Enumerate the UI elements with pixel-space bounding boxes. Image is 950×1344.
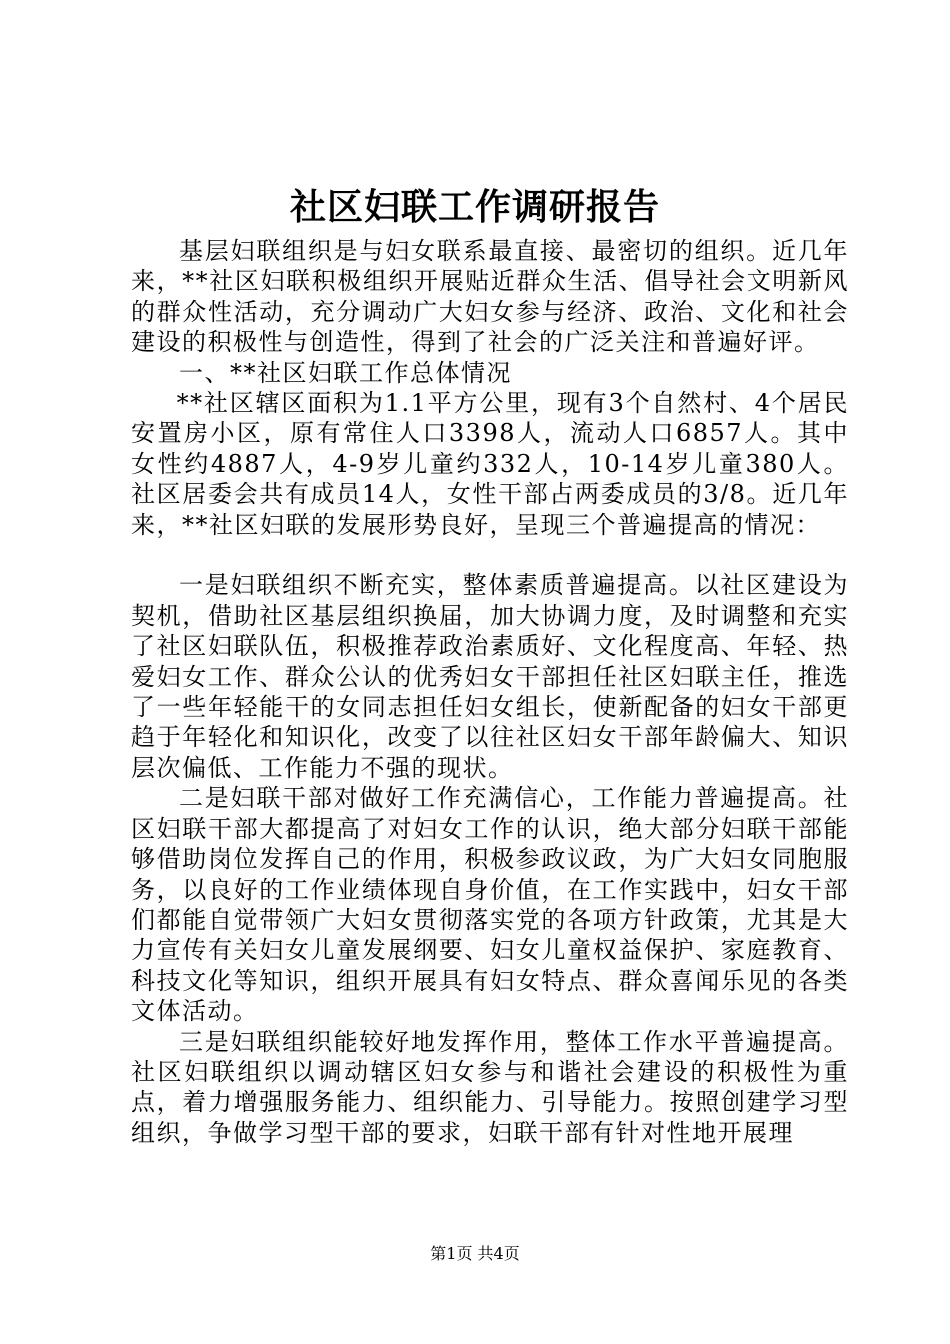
document-title: 社区妇联工作调研报告 [289,186,660,228]
point-two-paragraph: 二是妇联干部对做好工作充满信心，工作能力普遍提高。社区妇联干部大都提高了对妇女工作的认识，绝大部分妇联干部能够借助岗位发挥自己的作用，积极参政议政，为广大妇女同胞服务，以良好的工作业绩体现自身价值，在工作实践中，妇女干部们都能自觉带领广大妇女贯彻落实党的各项方针政策，尤其是大力宣传有关妇女儿童发展纲要、妇女儿童权益保护、家庭教育、科技文化等知识，组织开展具有妇女特点、群众喜闻乐见的各类文体活动。 [131,784,849,1026]
intro-paragraph: 基层妇联组织是与妇女联系最直接、最密切的组织。近几年来，**社区妇联积极组织开展贴近群众生活、倡导社会文明新风的群众性活动，充分调动广大妇女参与经济、政治、文化和社会建设的积极性与创造性，得到了社会的广泛关注和普遍好评。 [131,237,849,357]
paragraph-spacer [131,540,849,570]
document-body [131,236,849,1148]
point-three-paragraph: 三是妇联组织能较好地发挥作用，整体工作水平普遍提高。社区妇联组织以调动辖区妇女参与和谐社会建设的积极性为重点，着力增强服务能力、组织能力、引导能力。按照创建学习型组织，争做学习型干部的要求，妇联干部有针对性地开展理 [131,1027,849,1147]
point-one-paragraph: 一是妇联组织不断充实，整体素质普遍提高。以社区建设为契机，借助社区基层组织换届，加大协调力度，及时调整和充实了社区妇联队伍，积极推荐政治素质好、文化程度高、年轻、热爱妇女工作、群众公认的优秀妇女干部担任社区妇联主任，推选了一些年轻能干的女同志担任妇女组长，使新配备的妇女干部更趋于年轻化和知识化，改变了以往社区妇女干部年龄偏大、知识层次偏低、工作能力不强的现状。 [131,571,849,782]
page-number-footer: 第1页 共4页 [430,1244,520,1263]
overview-paragraph: **社区辖区面积为1.1平方公里，现有3个自然村、4个居民安置房小区，原有常住人口3398人，流动人口6857人。其中女性约4887人，4-9岁儿童约332人，10-14岁儿童380人。社区居委会共有成员14人，女性干部占两委成员的3/8。近几年来，**社区妇联的发展形势良好，呈现三个普遍提高的情况： [131,389,849,539]
section-heading: 一、**社区妇联工作总体情况 [179,358,512,387]
